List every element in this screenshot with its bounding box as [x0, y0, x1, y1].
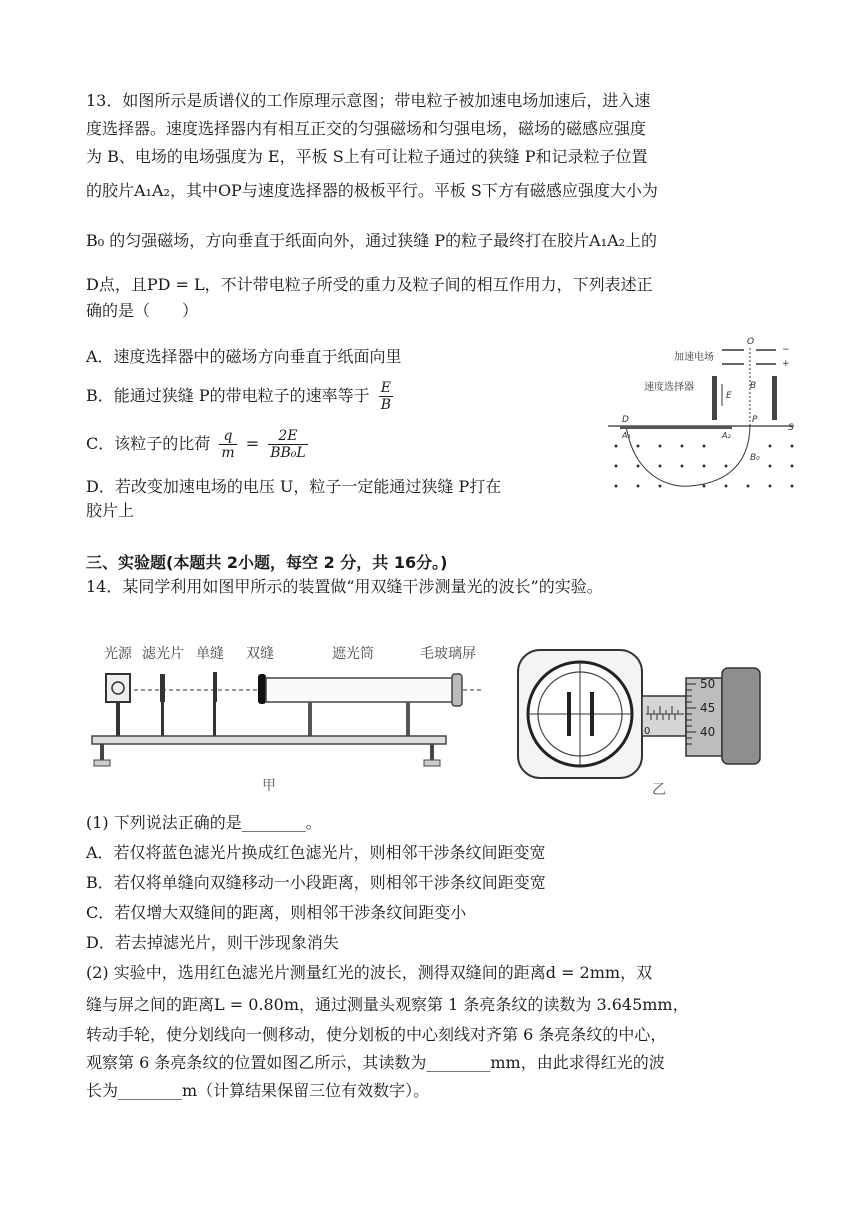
- label-minus: −: [782, 345, 790, 355]
- q13-option-b-text: B．能通过狭缝 P的带电粒子的速率等于: [86, 386, 370, 405]
- q14-part2-line-5: 长为________m（计算结果保留三位有效数字）。: [86, 1081, 430, 1100]
- micrometer-knob: [722, 668, 760, 764]
- double-slit-apparatus-figure: [86, 638, 496, 796]
- q13-option-c-rhs-den: BB₀L: [270, 445, 306, 461]
- filter-element: [160, 674, 165, 702]
- q14-intro: 14．某同学利用如图甲所示的装置做“用双缝干涉测量光的波长”的实验。: [86, 577, 603, 596]
- q13-option-c-equals: =: [245, 434, 260, 453]
- q14-option-c: C．若仅增大双缝间的距离，则相邻干涉条纹间距变小: [86, 903, 467, 922]
- q13-line-6: D点，且PD = L，不计带电粒子所受的重力及粒子间的相互作用力，下列表述正: [86, 275, 653, 294]
- thimble-label-40: 40: [700, 725, 716, 739]
- selector-plate-left: [712, 376, 717, 420]
- label-A2: A₂: [722, 431, 731, 440]
- label-A1: A₁: [622, 431, 631, 440]
- q14-part1-question: (1) 下列说法正确的是________。: [86, 813, 322, 832]
- q13-option-b-numerator: E: [379, 380, 393, 397]
- double-slit-element: [258, 674, 266, 704]
- label-light-source: 光源: [104, 646, 132, 662]
- thimble-label-45: 45: [700, 701, 716, 715]
- film-A1A2: [620, 426, 732, 429]
- q14-part2-line-3: 转动手轮，使分划线向一侧移动，使分划板的中心刻线对齐第 6 条亮条纹的中心，: [86, 1025, 667, 1044]
- q13-option-d-line-1: D．若改变加速电场的电压 U，粒子一定能通过狭缝 P打在: [86, 477, 502, 496]
- label-accel-field: 加速电场: [674, 352, 714, 363]
- label-screen: 毛玻璃屏: [420, 646, 476, 662]
- q13-option-c-lhs-num: q: [219, 428, 236, 445]
- q14-part2-line-4: 观察第 6 条亮条纹的位置如图乙所示，其读数为________mm，由此求得红光的波: [86, 1053, 665, 1072]
- shading-tube: [266, 678, 456, 702]
- base-leg-left: [100, 744, 104, 760]
- label-tube: 遮光筒: [332, 646, 374, 662]
- q13-option-b-denominator: B: [380, 397, 392, 413]
- filter-stand: [161, 702, 164, 736]
- particle-path-arc: [626, 424, 750, 486]
- light-source-stand: [116, 702, 120, 736]
- sleeve-zero: 0: [644, 726, 651, 737]
- fringe-right: [590, 692, 594, 736]
- screen-ring: [452, 674, 462, 706]
- q13-line-3: 为 B、电场的电场强度为 E，平板 S上有可让粒子通过的狭缝 P和记录粒子位置: [86, 147, 648, 166]
- q14-option-b: B．若仅将单缝向双缝移动一小段距离，则相邻干涉条纹间距变宽: [86, 873, 546, 892]
- selector-plate-right: [772, 376, 777, 420]
- q13-line-7: 确的是（ ）: [86, 301, 199, 320]
- q14-part2-line-1: (2) 实验中，选用红色滤光片测量红光的波长，测得双缝间的距离d = 2mm，双: [86, 963, 653, 982]
- q13-option-c: [86, 428, 312, 461]
- label-single-slit: 单缝: [196, 646, 224, 662]
- label-B: B: [750, 381, 757, 391]
- caption-yi: 乙: [652, 782, 666, 798]
- micrometer-figure: [514, 644, 774, 800]
- q14-option-a: A．若仅将蓝色滤光片换成红色滤光片，则相邻干涉条纹间距变宽: [86, 843, 546, 862]
- caption-jia: 甲: [262, 778, 276, 794]
- tube-stand-1: [308, 702, 312, 736]
- single-slit-stand: [213, 702, 216, 736]
- q14-option-d: D．若去掉滤光片，则干涉现象消失: [86, 933, 339, 952]
- q13-line-1: 13．如图所示是质谱仪的工作原理示意图；带电粒子被加速电场加速后，进入速: [86, 91, 651, 110]
- q13-line-4: 的胶片A₁A₂，其中OP与速度选择器的极板平行。平板 S下方有磁感应强度大小为: [86, 181, 658, 200]
- q13-option-c-rhs-num: 2E: [268, 428, 308, 445]
- q13-option-c-lhs-den: m: [221, 445, 235, 461]
- q13-option-a: A．速度选择器中的磁场方向垂直于纸面向里: [86, 347, 402, 366]
- base-foot-right: [424, 760, 440, 766]
- label-P: P: [752, 415, 758, 425]
- q13-option-c-rhs: [268, 428, 308, 461]
- light-source-box: [106, 674, 130, 702]
- label-D: D: [622, 415, 629, 425]
- q13-option-c-text: C．该粒子的比荷: [86, 434, 211, 453]
- mass-spectrometer-figure: [604, 334, 804, 504]
- q13-option-b-fraction: [379, 380, 393, 413]
- thimble-label-50: 50: [700, 677, 716, 691]
- label-S: S: [788, 423, 794, 433]
- label-B0: B₀: [750, 453, 760, 463]
- q13-option-d-line-2: 胶片上: [86, 501, 135, 520]
- base-foot-left: [94, 760, 110, 766]
- q13-line-5: B₀ 的匀强磁场，方向垂直于纸面向外，通过狭缝 P的粒子最终打在胶片A₁A₂上的: [86, 231, 658, 250]
- base-rail: [92, 736, 446, 744]
- label-filter: 滤光片: [142, 646, 184, 662]
- fringe-left: [567, 692, 571, 736]
- q14-part2-line-2: 缝与屏之间的距离L = 0.80m，通过测量头观察第 1 条亮条纹的读数为 3.645mm，: [86, 995, 689, 1014]
- label-O: O: [747, 337, 755, 347]
- q13-option-b: [86, 380, 397, 413]
- single-slit-element: [213, 672, 217, 702]
- base-leg-right: [430, 744, 434, 760]
- label-double-slit: 双缝: [246, 646, 274, 662]
- tube-stand-2: [406, 702, 410, 736]
- section-heading: 三、实验题(本题共 2小题，每空 2 分，共 16分。): [86, 553, 448, 572]
- label-selector: 速度选择器: [644, 382, 694, 393]
- label-plus: +: [782, 359, 790, 369]
- magnetic-field-dots: [615, 445, 794, 488]
- q13-line-2: 度选择器。速度选择器内有相互正交的匀强磁场和匀强电场，磁场的磁感应强度: [86, 119, 647, 138]
- q13-option-c-lhs: [219, 428, 236, 461]
- label-E: E: [726, 391, 732, 401]
